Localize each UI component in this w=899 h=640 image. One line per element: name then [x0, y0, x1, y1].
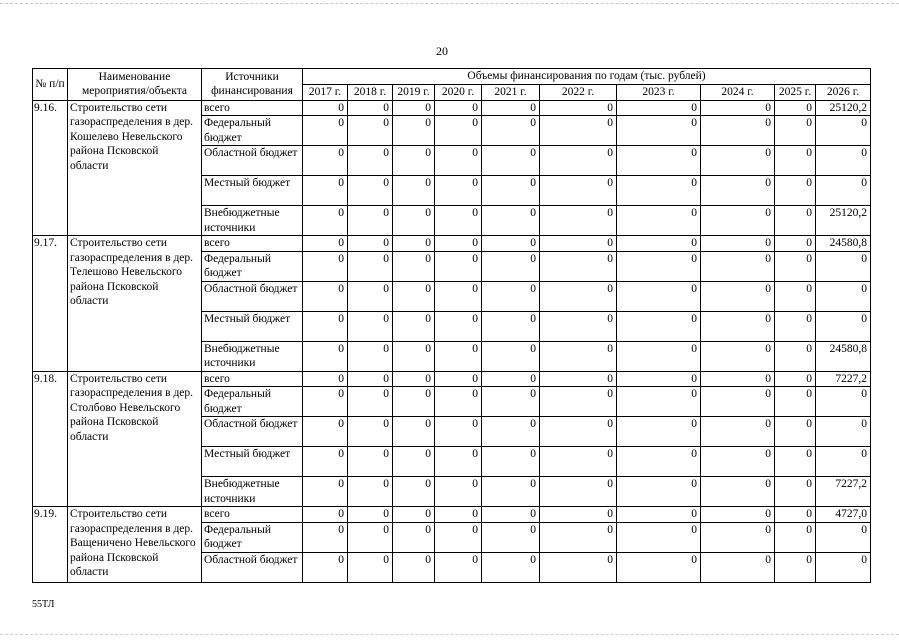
funding-value: 0	[775, 387, 816, 417]
table-row	[33, 100, 871, 116]
funding-value: 0	[393, 251, 435, 281]
funding-value: 0	[303, 281, 348, 311]
funding-value: 0	[701, 507, 775, 523]
table-body	[33, 100, 871, 582]
funding-source: Внебюджетные источники	[202, 477, 303, 507]
header-year: 2019 г.	[393, 85, 435, 101]
funding-source: Внебюджетные источники	[202, 206, 303, 236]
funding-source: Местный бюджет	[202, 176, 303, 206]
funding-value: 0	[303, 206, 348, 236]
funding-source: всего	[202, 507, 303, 523]
funding-value: 0	[701, 176, 775, 206]
funding-value: 0	[482, 477, 540, 507]
funding-value: 0	[617, 387, 701, 417]
funding-value: 0	[303, 341, 348, 371]
header-year: 2025 г.	[775, 85, 816, 101]
financing-table	[32, 68, 871, 583]
funding-value: 0	[348, 176, 393, 206]
funding-value: 0	[393, 311, 435, 341]
funding-value: 0	[617, 116, 701, 146]
funding-value: 0	[775, 236, 816, 252]
funding-value: 0	[816, 311, 871, 341]
funding-value: 0	[482, 251, 540, 281]
funding-value: 0	[617, 251, 701, 281]
header-source: Источники финансирования	[202, 69, 303, 101]
funding-value: 0	[482, 146, 540, 176]
funding-value: 0	[393, 552, 435, 582]
funding-value: 0	[393, 176, 435, 206]
funding-value: 0	[435, 100, 482, 116]
funding-value: 0	[303, 552, 348, 582]
funding-source: всего	[202, 236, 303, 252]
funding-value: 0	[617, 176, 701, 206]
funding-value: 0	[435, 146, 482, 176]
funding-value: 0	[393, 371, 435, 387]
funding-value: 0	[701, 236, 775, 252]
funding-value: 0	[617, 281, 701, 311]
funding-source: Федеральный бюджет	[202, 387, 303, 417]
funding-value: 0	[348, 311, 393, 341]
funding-value: 0	[303, 387, 348, 417]
funding-source: Областной бюджет	[202, 552, 303, 582]
funding-value: 0	[435, 311, 482, 341]
funding-value: 0	[435, 447, 482, 477]
funding-value: 0	[701, 522, 775, 552]
funding-source: всего	[202, 371, 303, 387]
funding-value: 0	[540, 311, 617, 341]
funding-value: 0	[540, 477, 617, 507]
header-year: 2018 г.	[348, 85, 393, 101]
item-number: 9.17.	[33, 236, 68, 372]
funding-value: 0	[701, 417, 775, 447]
funding-value: 0	[348, 371, 393, 387]
funding-value: 0	[775, 522, 816, 552]
header-year: 2026 г.	[816, 85, 871, 101]
funding-value: 0	[393, 507, 435, 523]
funding-value: 0	[775, 311, 816, 341]
funding-value: 25120,2	[816, 100, 871, 116]
funding-value: 0	[435, 251, 482, 281]
page-number: 20	[436, 44, 448, 58]
funding-value: 0	[303, 116, 348, 146]
funding-value: 0	[816, 146, 871, 176]
funding-value: 0	[617, 447, 701, 477]
funding-value: 0	[482, 552, 540, 582]
funding-value: 0	[303, 146, 348, 176]
funding-value: 0	[435, 522, 482, 552]
funding-value: 0	[303, 251, 348, 281]
funding-value: 7227,2	[816, 371, 871, 387]
funding-value: 0	[303, 447, 348, 477]
funding-value: 0	[540, 176, 617, 206]
funding-source: Федеральный бюджет	[202, 522, 303, 552]
funding-value: 0	[816, 281, 871, 311]
funding-value: 0	[701, 116, 775, 146]
funding-value: 0	[348, 447, 393, 477]
funding-value: 0	[348, 552, 393, 582]
funding-value: 0	[540, 552, 617, 582]
funding-value: 0	[482, 371, 540, 387]
item-name: Строительство сети газораспределения в дер. Столбово Невельского района Псковской области	[68, 371, 202, 507]
header-year: 2017 г.	[303, 85, 348, 101]
funding-value: 0	[482, 100, 540, 116]
funding-value: 0	[348, 477, 393, 507]
funding-value: 0	[482, 206, 540, 236]
funding-value: 0	[393, 100, 435, 116]
funding-value: 0	[701, 552, 775, 582]
funding-value: 0	[816, 251, 871, 281]
funding-value: 0	[393, 236, 435, 252]
funding-value: 0	[617, 371, 701, 387]
funding-value: 0	[482, 522, 540, 552]
item-number: 9.18.	[33, 371, 68, 507]
table-row	[33, 371, 871, 387]
funding-source: Областной бюджет	[202, 417, 303, 447]
funding-value: 0	[303, 176, 348, 206]
funding-value: 0	[816, 447, 871, 477]
funding-value: 0	[435, 176, 482, 206]
funding-value: 0	[540, 281, 617, 311]
funding-value: 0	[482, 281, 540, 311]
funding-value: 0	[775, 100, 816, 116]
funding-value: 24580,8	[816, 341, 871, 371]
funding-source: Федеральный бюджет	[202, 116, 303, 146]
header-year: 2020 г.	[435, 85, 482, 101]
funding-value: 0	[393, 116, 435, 146]
funding-value: 0	[435, 116, 482, 146]
funding-value: 0	[435, 371, 482, 387]
funding-value: 0	[701, 447, 775, 477]
funding-value: 0	[435, 281, 482, 311]
item-number: 9.16.	[33, 100, 68, 236]
funding-value: 0	[701, 251, 775, 281]
funding-value: 0	[435, 417, 482, 447]
funding-value: 0	[816, 522, 871, 552]
funding-value: 0	[540, 100, 617, 116]
funding-value: 0	[617, 236, 701, 252]
funding-value: 0	[617, 417, 701, 447]
item-name: Строительство сети газораспределения в дер. Кошелево Невельского района Псковской области	[68, 100, 202, 236]
funding-value: 0	[435, 341, 482, 371]
funding-value: 0	[303, 371, 348, 387]
funding-value: 0	[775, 341, 816, 371]
funding-value: 0	[482, 116, 540, 146]
funding-value: 0	[617, 552, 701, 582]
funding-value: 0	[435, 477, 482, 507]
funding-source: Местный бюджет	[202, 447, 303, 477]
funding-value: 0	[775, 507, 816, 523]
table-row	[33, 236, 871, 252]
funding-value: 0	[540, 417, 617, 447]
header-num: № п/п	[33, 69, 68, 101]
funding-value: 0	[617, 311, 701, 341]
funding-value: 0	[701, 146, 775, 176]
funding-value: 0	[435, 507, 482, 523]
funding-value: 0	[348, 236, 393, 252]
funding-value: 0	[816, 387, 871, 417]
funding-value: 0	[701, 387, 775, 417]
funding-value: 0	[540, 146, 617, 176]
funding-value: 0	[348, 116, 393, 146]
funding-value: 0	[348, 251, 393, 281]
funding-value: 0	[540, 251, 617, 281]
funding-value: 0	[816, 417, 871, 447]
funding-value: 0	[348, 522, 393, 552]
funding-value: 0	[348, 281, 393, 311]
funding-value: 0	[617, 477, 701, 507]
funding-value: 0	[348, 507, 393, 523]
funding-value: 0	[435, 552, 482, 582]
funding-value: 0	[701, 311, 775, 341]
funding-value: 0	[393, 281, 435, 311]
funding-value: 0	[775, 176, 816, 206]
funding-value: 24580,8	[816, 236, 871, 252]
funding-value: 0	[775, 447, 816, 477]
funding-value: 0	[303, 100, 348, 116]
funding-value: 0	[701, 100, 775, 116]
funding-source: Местный бюджет	[202, 311, 303, 341]
funding-value: 0	[348, 341, 393, 371]
header-year: 2024 г.	[701, 85, 775, 101]
funding-value: 0	[617, 522, 701, 552]
funding-value: 0	[393, 146, 435, 176]
funding-value: 0	[303, 477, 348, 507]
funding-value: 0	[540, 341, 617, 371]
funding-value: 0	[303, 522, 348, 552]
funding-value: 0	[701, 371, 775, 387]
funding-value: 0	[435, 206, 482, 236]
funding-value: 0	[775, 206, 816, 236]
funding-value: 0	[701, 477, 775, 507]
funding-value: 0	[435, 236, 482, 252]
funding-value: 0	[816, 552, 871, 582]
funding-value: 0	[816, 176, 871, 206]
funding-source: Внебюджетные источники	[202, 341, 303, 371]
item-number: 9.19.	[33, 507, 68, 583]
table-row	[33, 507, 871, 523]
header-year: 2023 г.	[617, 85, 701, 101]
funding-value: 0	[540, 447, 617, 477]
funding-value: 0	[482, 176, 540, 206]
scan-edge-bottom	[0, 634, 899, 635]
funding-value: 0	[482, 507, 540, 523]
funding-value: 0	[540, 371, 617, 387]
item-name: Строительство сети газораспределения в дер. Телешово Невельского района Псковской области	[68, 236, 202, 372]
funding-value: 0	[393, 417, 435, 447]
funding-value: 0	[540, 206, 617, 236]
header-year: 2022 г.	[540, 85, 617, 101]
funding-value: 0	[482, 387, 540, 417]
funding-value: 25120,2	[816, 206, 871, 236]
funding-value: 0	[348, 417, 393, 447]
funding-source: всего	[202, 100, 303, 116]
funding-value: 0	[816, 116, 871, 146]
funding-value: 0	[701, 281, 775, 311]
funding-value: 0	[540, 116, 617, 146]
scan-edge-top	[0, 3, 899, 4]
funding-value: 0	[701, 206, 775, 236]
funding-value: 0	[775, 417, 816, 447]
funding-value: 0	[303, 311, 348, 341]
funding-value: 0	[775, 116, 816, 146]
funding-value: 0	[482, 311, 540, 341]
funding-value: 0	[303, 507, 348, 523]
funding-value: 0	[617, 507, 701, 523]
item-name: Строительство сети газораспределения в дер. Ващеничено Невельского района Псковской области	[68, 507, 202, 583]
funding-source: Областной бюджет	[202, 146, 303, 176]
funding-source: Областной бюджет	[202, 281, 303, 311]
funding-value: 0	[775, 477, 816, 507]
funding-value: 0	[775, 552, 816, 582]
funding-value: 0	[348, 146, 393, 176]
funding-source: Федеральный бюджет	[202, 251, 303, 281]
funding-value: 0	[540, 236, 617, 252]
funding-value: 0	[482, 341, 540, 371]
funding-value: 0	[482, 236, 540, 252]
funding-value: 0	[393, 341, 435, 371]
funding-value: 0	[348, 387, 393, 417]
funding-value: 0	[540, 387, 617, 417]
funding-value: 0	[775, 251, 816, 281]
funding-value: 0	[393, 206, 435, 236]
funding-value: 0	[482, 417, 540, 447]
funding-value: 0	[775, 371, 816, 387]
header-year: 2021 г.	[482, 85, 540, 101]
funding-value: 4727,0	[816, 507, 871, 523]
header-volumes: Объемы финансирования по годам (тыс. рублей)	[303, 69, 871, 85]
funding-value: 0	[393, 447, 435, 477]
funding-value: 0	[775, 281, 816, 311]
funding-value: 0	[775, 146, 816, 176]
funding-value: 7227,2	[816, 477, 871, 507]
funding-value: 0	[393, 387, 435, 417]
funding-value: 0	[482, 447, 540, 477]
funding-value: 0	[393, 477, 435, 507]
funding-value: 0	[303, 236, 348, 252]
funding-value: 0	[435, 387, 482, 417]
funding-value: 0	[540, 507, 617, 523]
funding-value: 0	[348, 100, 393, 116]
funding-value: 0	[617, 206, 701, 236]
funding-value: 0	[617, 341, 701, 371]
funding-value: 0	[348, 206, 393, 236]
funding-value: 0	[701, 341, 775, 371]
funding-value: 0	[617, 100, 701, 116]
funding-value: 0	[617, 146, 701, 176]
header-name: Наименование мероприятия/объекта	[68, 69, 202, 101]
funding-value: 0	[393, 522, 435, 552]
document-code: 55ТЛ	[32, 599, 55, 610]
funding-value: 0	[540, 522, 617, 552]
funding-value: 0	[303, 417, 348, 447]
